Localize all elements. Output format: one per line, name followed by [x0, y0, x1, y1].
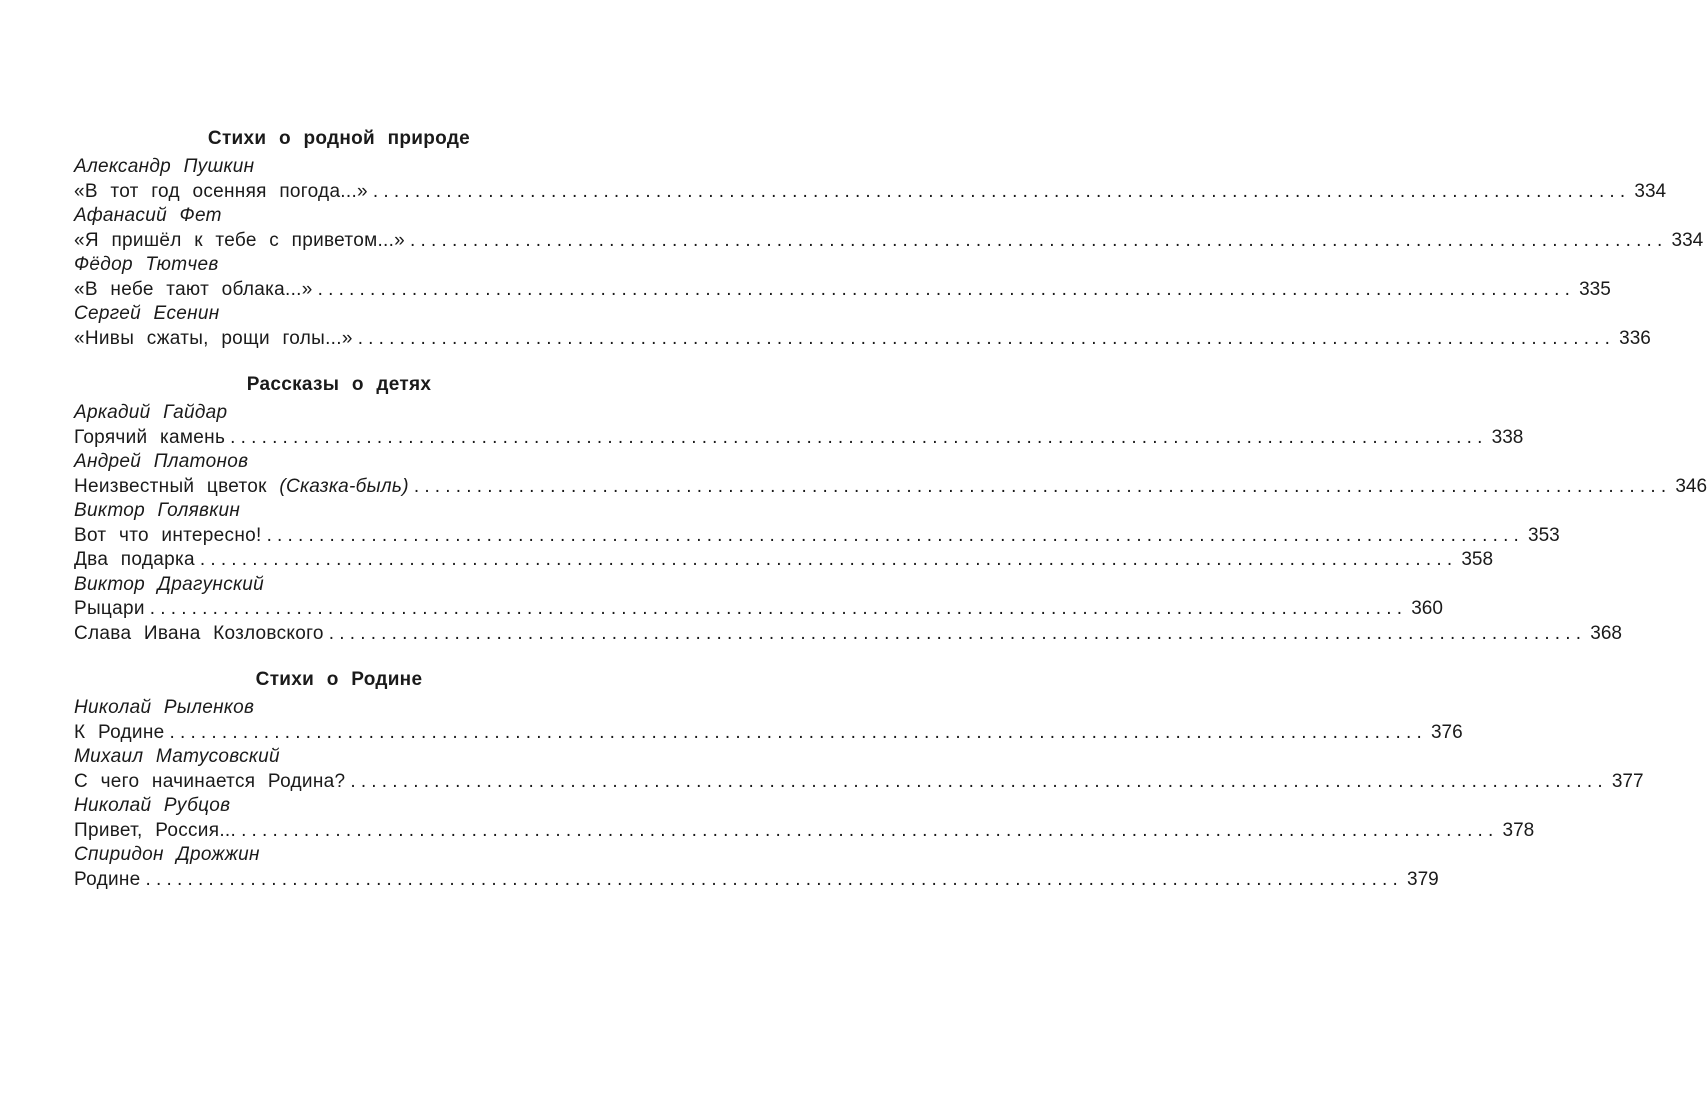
page-number: 368 [1590, 622, 1622, 644]
author-name: Сергей Есенин [74, 303, 220, 324]
section-title: Стихи о Родине [255, 669, 423, 690]
author-name: Фёдор Тютчев [74, 254, 219, 275]
dot-leader: ........................................................................................................................ [230, 426, 1488, 448]
dot-leader: ........................................................................................................................ [413, 475, 1672, 497]
entry-title-wrap [74, 475, 409, 500]
toc-entry[interactable] [74, 622, 1622, 647]
entry-title: Слава Ивана Козловского [74, 622, 324, 644]
page-number: 334 [1671, 229, 1704, 251]
toc-entry[interactable] [74, 180, 1667, 205]
entry-title: «Я пришёл к тебе с приветом...» [74, 229, 406, 251]
author-name: Спиридон Дрожжин [74, 844, 260, 865]
entry-title: Два подарка [74, 549, 195, 570]
dot-leader: ........................................................................................................................ [350, 770, 1608, 792]
entry-title: Рыцари [74, 598, 145, 619]
section-title: Рассказы о детях [246, 374, 432, 395]
dot-leader: ........................................................................................................................ [317, 278, 1576, 300]
page-number: 358 [1461, 549, 1494, 570]
entry-title: С чего начинается Родина? [74, 770, 346, 792]
toc-entry[interactable] [74, 548, 1494, 573]
page-number: 335 [1579, 278, 1611, 300]
toc-entry[interactable] [74, 475, 1707, 500]
toc-entry[interactable] [74, 721, 1463, 746]
dot-leader: ........................................................................................................................ [169, 721, 1427, 743]
dot-leader: ........................................................................................................................ [357, 327, 1616, 349]
entry-title: Неизвестный цветок [74, 475, 267, 497]
dot-leader: ........................................................................................................................ [372, 180, 1631, 202]
dot-leader: ........................................................................................................................ [199, 549, 1458, 570]
page-number: 379 [1407, 868, 1439, 890]
toc-entry[interactable] [74, 278, 1611, 303]
page-number: 378 [1502, 819, 1535, 841]
page-number: 336 [1619, 327, 1651, 349]
toc-entry[interactable] [74, 524, 1560, 549]
author-name: Александр Пушкин [74, 156, 255, 177]
page-number: 334 [1634, 180, 1667, 202]
dot-leader: ........................................................................................................................ [328, 622, 1587, 644]
page-number: 353 [1528, 524, 1560, 546]
entry-title: Вот что интересно! [74, 524, 262, 546]
author-name: Михаил Матусовский [74, 746, 280, 767]
table-of-contents [74, 124, 1707, 911]
entry-title: «В небе тают облака...» [74, 278, 313, 300]
entry-title: Привет, Россия... [74, 819, 237, 841]
toc-entry[interactable] [74, 229, 1704, 254]
page-number: 338 [1491, 426, 1524, 448]
toc-section [74, 665, 1644, 892]
dot-leader: ........................................................................................................................ [241, 819, 1499, 841]
toc-entry[interactable] [74, 597, 1443, 622]
page-number: 346 [1675, 475, 1707, 497]
author-name: Аркадий Гайдар [74, 402, 228, 423]
author-name: Виктор Голявкин [74, 500, 241, 521]
page-number: 377 [1611, 770, 1644, 792]
toc-entry[interactable] [74, 819, 1535, 844]
author-name: Андрей Платонов [74, 451, 249, 472]
toc-entry[interactable] [74, 327, 1651, 352]
dot-leader: ........................................................................................................................ [145, 868, 1404, 890]
author-name: Николай Рубцов [74, 795, 231, 816]
entry-title: Горячий камень [74, 426, 226, 448]
entry-title: «Нивы сжаты, рощи голы...» [74, 327, 353, 349]
dot-leader: ........................................................................................................................ [266, 524, 1525, 546]
entry-title: К Родине [74, 721, 165, 743]
entry-subtitle: (Сказка-быль) [279, 475, 409, 497]
toc-entry[interactable] [74, 770, 1644, 795]
author-name: Афанасий Фет [74, 205, 222, 226]
toc-entry[interactable] [74, 868, 1439, 893]
toc-section [74, 124, 1704, 351]
page-number: 376 [1430, 721, 1463, 743]
entry-title: «В тот год осенняя погода...» [74, 180, 368, 202]
toc-entry[interactable] [74, 426, 1524, 451]
dot-leader: ........................................................................................................................ [410, 229, 1668, 251]
toc-section [74, 370, 1707, 646]
section-title: Стихи о родной природе [207, 128, 471, 149]
dot-leader: ........................................................................................................................ [149, 598, 1408, 619]
author-name: Виктор Драгунский [74, 573, 264, 595]
entry-title: Родине [74, 868, 141, 890]
page-number: 360 [1411, 598, 1443, 619]
author-name: Николай Рыленков [74, 697, 255, 718]
